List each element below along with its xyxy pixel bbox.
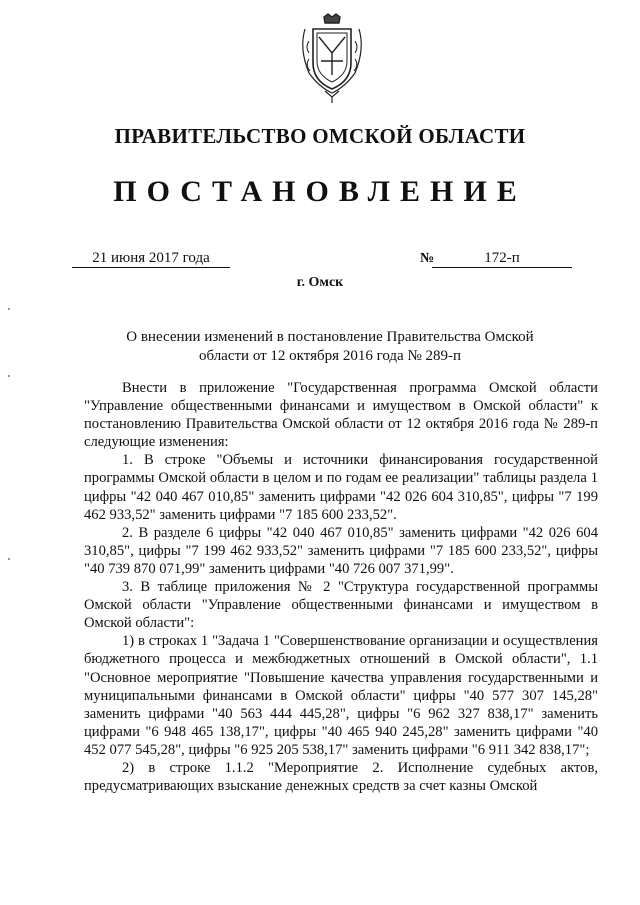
organization-name: ПРАВИТЕЛЬСТВО ОМСКОЙ ОБЛАСТИ [114, 124, 526, 148]
paragraph: 2. В разделе 6 цифры "42 040 467 010,85" заменить цифрами "42 026 604 310,85", цифры "7 199 462 933,52" заменить цифрами "7 185 600 233,52", цифры "40 739 870 071,99" заменить цифрами "40 726 007 371,99". [84, 524, 598, 577]
paragraph: 2) в строке 1.1.2 "Мероприятие 2. Исполнение судебных актов, предусматривающих взыскание денежных средств за счет казны Омской [84, 759, 598, 795]
scan-speck [8, 558, 10, 560]
document-date: 21 июня 2017 года [72, 250, 230, 268]
document-body [84, 379, 598, 795]
scan-speck [8, 375, 10, 377]
paragraph: Внести в приложение "Государственная программа Омской области "Управление общественными финансами и имуществом в Омской области" к постановлению Правительства Омской области от 12 октября 2016 года № 289-п следующие изменения: [84, 380, 598, 451]
number-label: № [420, 251, 435, 266]
document-title: О внесении изменений в постановление Правительства Омской области от 12 октября 2016 года № 289-п [126, 329, 534, 364]
paragraph: 1) в строках 1 "Задача 1 "Совершенствование организации и осуществления бюджетного процесса и межбюджетных отношений в Омской области", 1.1 "Основное мероприятие "Повышение качества управления государственными и муниципальными финансами в Омской области" цифры "40 577 307 145,28" заменить цифрами "40 563 444 445,28", цифры "6 962 327 838,17" заменить цифрами "6 948 465 138,17", цифры "40 465 940 245,28" заменить цифрами "40 452 077 545,28", цифры "6 925 205 538,17" заменить цифрами "6 911 342 838,17"; [84, 633, 598, 758]
paragraph: 3. В таблице приложения № 2 "Структура государственной программы Омской области "Управление общественными финансами и имуществом в Омской области": [84, 579, 598, 632]
scan-speck [8, 308, 10, 310]
city: г. Омск [296, 275, 344, 290]
document-type: ПОСТАНОВЛЕНИЕ [113, 175, 527, 208]
document-number: 172-п [432, 250, 572, 268]
coat-of-arms-icon [297, 13, 367, 105]
paragraph: 1. В строке "Объемы и источники финансирования государственной программы Омской области в целом и по годам ее реализации" таблицы раздела 1 цифры "42 040 467 010,85" заменить цифрами "42 026 604 310,85", цифры "7 199 462 933,52" заменить цифрами "7 185 600 233,52". [84, 452, 598, 523]
